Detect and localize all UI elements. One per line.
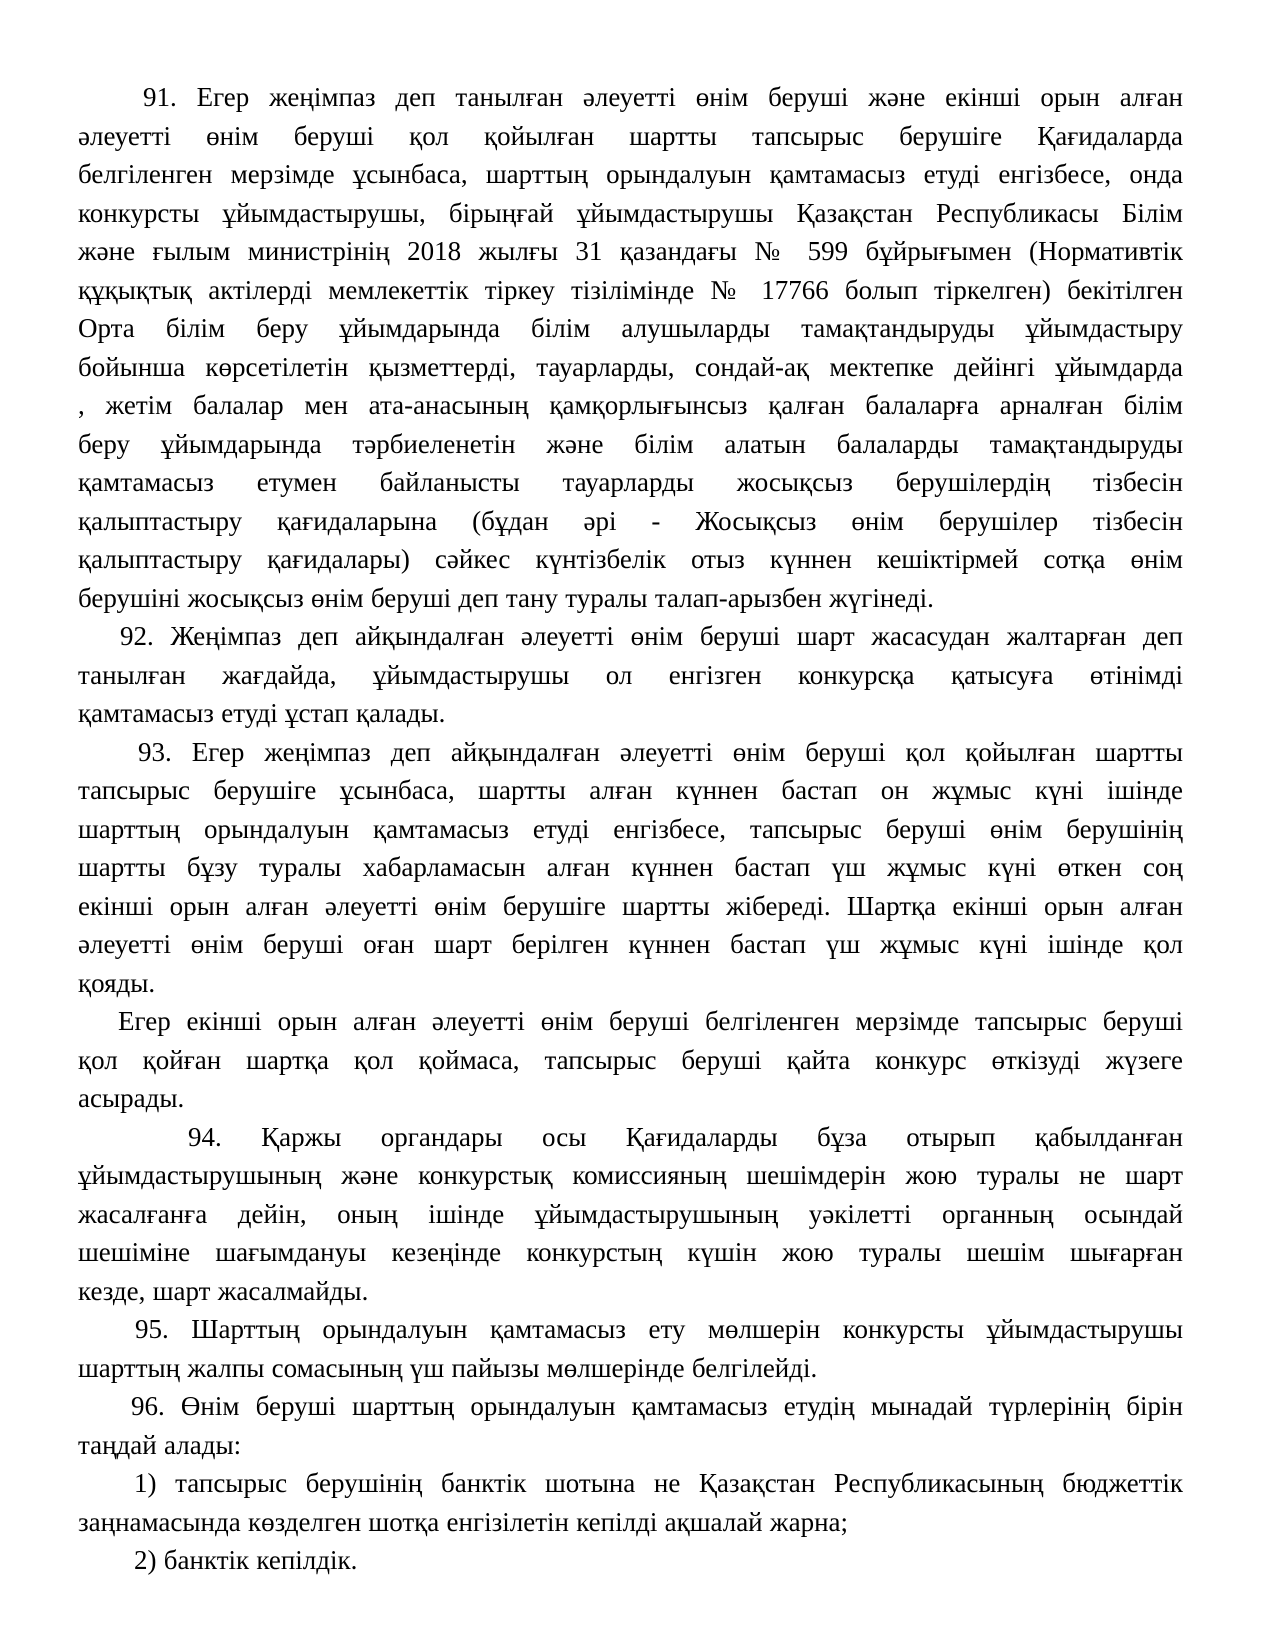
text-line: шарттың орындалуын қамтамасыз етуді енгізбесе, тапсырыс беруші өнім берушінің xyxy=(78,813,1183,844)
text-line: 1) тапсырыс берушінің банктік шотына не Қазақстан Республикасының бюджеттік xyxy=(134,1468,1183,1498)
text-line: қалыптастыру қағидалары) сәйкес күнтізбелік отыз күннен кешіктірмей сотқа өнім xyxy=(78,544,1183,574)
paragraph-96 xyxy=(78,1387,1183,1464)
text-line: әлеуетті өнім беруші қол қойылған шартты тапсырыс берушіге Қағидаларда xyxy=(78,120,1183,151)
text-line: 92. Жеңімпаз деп айқындалған әлеуетті өнім беруші шарт жасасудан жалтарған деп xyxy=(120,621,1183,651)
text-line: 93. Егер жеңімпаз деп айқындалған әлеуетті өнім беруші қол қойылған шартты xyxy=(138,736,1183,767)
paragraph-94 xyxy=(78,1118,1183,1311)
text-line: шарттың жалпы сомасының үш пайызы мөлшерінде белгілейді. xyxy=(78,1352,818,1383)
text-line: екінші орын алған әлеуетті өнім берушіге шартты жібереді. Шартқа екінші орын алған xyxy=(78,890,1183,921)
text-line: қалыптастыру қағидаларына (бұдан әрі - Жосықсыз өнім берушілер тізбесін xyxy=(78,505,1183,536)
paragraph-93 xyxy=(78,733,1183,1003)
text-line: 94. Қаржы органдары осы Қағидаларды бұза отырып қабылданған xyxy=(188,1121,1183,1152)
text-line: , жетім балалар мен ата-анасының қамқорлығынсыз қалған балаларға арналған білім xyxy=(78,390,1183,420)
text-line: 91. Егер жеңімпаз деп танылған әлеуетті өнім беруші және екінші орын алған xyxy=(143,82,1183,112)
document-body xyxy=(78,78,1183,1580)
text-line: қол қойған шартқа қол қоймаса, тапсырыс беруші қайта конкурс өткізуді жүзеге xyxy=(78,1044,1183,1075)
text-line: қамтамасыз етумен байланысты тауарларды жосықсыз берушілердің тізбесін xyxy=(78,467,1183,497)
text-line: беру ұйымдарында тәрбиеленетін және білім алатын балаларды тамақтандыруды xyxy=(78,428,1183,459)
text-line: жасалғанға дейін, оның ішінде ұйымдастырушының уәкілетті органның осындай xyxy=(78,1198,1183,1229)
text-line: танылған жағдайда, ұйымдастырушы ол енгізген конкурсқа қатысуға өтінімді xyxy=(78,659,1183,690)
text-line: конкурсты ұйымдастырушы, бірыңғай ұйымдастырушы Қазақстан Республикасы Білім xyxy=(78,197,1183,228)
text-line: 95. Шарттың орындалуын қамтамасыз ету мөлшерін конкурсты ұйымдастырушы xyxy=(135,1314,1183,1344)
text-line: Орта білім беру ұйымдарында білім алушыларды тамақтандыруды ұйымдастыру xyxy=(78,313,1183,343)
text-line: тапсырыс берушіге ұсынбаса, шартты алған күннен бастап он жұмыс күні ішінде xyxy=(78,775,1183,805)
text-line: 96. Өнім беруші шарттың орындалуын қамтамасыз етудің мынадай түрлерінің бірін xyxy=(131,1391,1183,1421)
paragraph-91 xyxy=(78,78,1183,617)
text-line: берушіні жосықсыз өнім беруші деп тану туралы талап-арызбен жүгінеді. xyxy=(78,582,934,613)
text-line: асырады. xyxy=(78,1083,185,1113)
paragraph-93-continuation xyxy=(78,1002,1183,1118)
text-line: шешіміне шағымдануы кезеңінде конкурстың күшін жою туралы шешім шығарған xyxy=(78,1237,1183,1267)
text-line: кезде, шарт жасалмайды. xyxy=(78,1275,369,1306)
list-item-2 xyxy=(78,1541,1183,1580)
text-line: қояды. xyxy=(78,967,156,998)
paragraph-95 xyxy=(78,1310,1183,1387)
list-item-1 xyxy=(78,1464,1183,1541)
text-line: құқықтық актілерді мемлекеттік тіркеу тізілімінде № 17766 болып тіркелген) бекітілген xyxy=(78,274,1183,305)
text-line: әлеуетті өнім беруші оған шарт берілген күннен бастап үш жұмыс күні ішінде қол xyxy=(78,929,1183,959)
text-line: ұйымдастырушының және конкурстық комиссияның шешімдерін жою туралы не шарт xyxy=(78,1160,1183,1190)
text-line: 2) банктік кепілдік. xyxy=(134,1545,358,1575)
text-line: таңдай алады: xyxy=(78,1429,242,1460)
text-line: заңнамасында көзделген шотқа енгізілетін кепілді ақшалай жарна; xyxy=(78,1506,848,1537)
paragraph-92 xyxy=(78,617,1183,733)
text-line: бойынша көрсетілетін қызметтерді, тауарларды, сондай-ақ мектепке дейінгі ұйымдарда xyxy=(78,351,1183,382)
text-line: шартты бұзу туралы хабарламасын алған күннен бастап үш жұмыс күні өткен соң xyxy=(78,852,1183,882)
text-line: қамтамасыз етуді ұстап қалады. xyxy=(78,698,446,728)
text-line: және ғылым министрінің 2018 жылғы 31 қазандағы № 599 бұйрығымен (Нормативтік xyxy=(78,236,1183,266)
text-line: белгіленген мерзімде ұсынбаса, шарттың орындалуын қамтамасыз етуді енгізбесе, онда xyxy=(78,159,1183,189)
text-line: Егер екінші орын алған әлеуетті өнім беруші белгіленген мерзімде тапсырыс беруші xyxy=(118,1006,1183,1036)
